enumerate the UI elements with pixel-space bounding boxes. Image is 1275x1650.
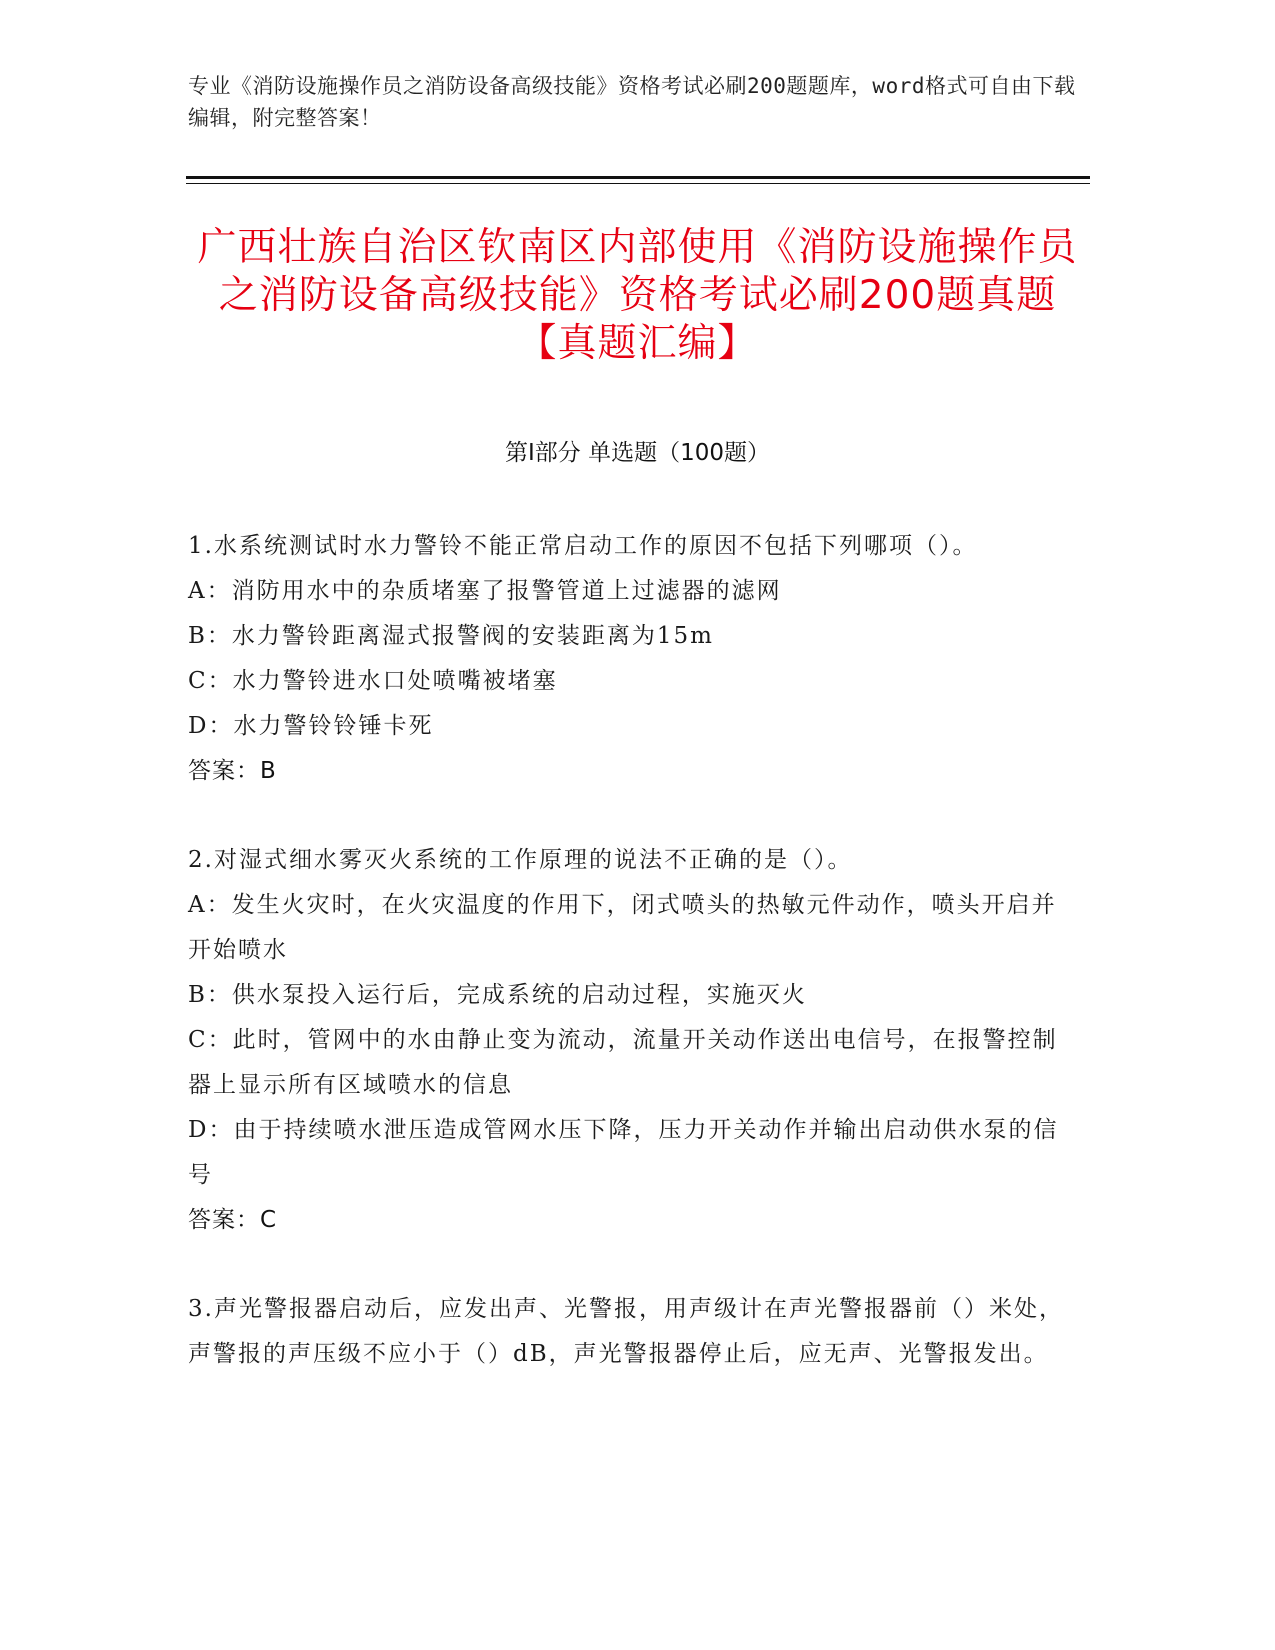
question-1 [188,524,1073,794]
header-divider-thin [186,183,1090,184]
question-stem: 3.声光警报器启动后，应发出声、光警报，用声级计在声光警报器前（）米处，声警报的声压级不应小于（）dB，声光警报器停止后，应无声、光警报发出。 [188,1296,1064,1367]
answer: 答案：C [188,1207,278,1233]
question-list [188,524,1073,1421]
answer: 答案：B [188,758,277,784]
question-stem: 2.对湿式细水雾灭火系统的工作原理的说法不正确的是（）。 [188,847,853,873]
option-c: C：水力警铃进水口处喷嘴被堵塞 [188,668,558,694]
option-c: C：此时，管网中的水由静止变为流动，流量开关动作送出电信号，在报警控制器上显示所有区域喷水的信息 [188,1027,1058,1098]
header-note: 专业《消防设施操作员之消防设备高级技能》资格考试必刷200题题库，word格式可自由下载编辑，附完整答案！ [188,74,1076,130]
option-b: B：水力警铃距离湿式报警阀的安装距离为15m [188,623,714,649]
option-a: A：发生火灾时，在火灾温度的作用下，闭式喷头的热敏元件动作，喷头开启并开始喷水 [188,892,1057,963]
section-heading: 第Ⅰ部分 单选题（100题） [505,440,770,466]
document-title: 广西壮族自治区钦南区内部使用《消防设施操作员之消防设备高级技能》资格考试必刷200题真题【真题汇编】 [197,225,1078,366]
question-2 [188,838,1073,1243]
question-3 [188,1287,1073,1377]
option-d: D：由于持续喷水泄压造成管网水压下降，压力开关动作并输出启动供水泵的信号 [188,1117,1059,1188]
option-b: B：供水泵投入运行后，完成系统的启动过程，实施灭火 [188,982,807,1008]
option-d: D：水力警铃铃锤卡死 [188,713,434,739]
question-stem: 1.水系统测试时水力警铃不能正常启动工作的原因不包括下列哪项（）。 [188,533,978,559]
option-a: A：消防用水中的杂质堵塞了报警管道上过滤器的滤网 [188,578,782,604]
header-divider-thick [186,176,1090,179]
